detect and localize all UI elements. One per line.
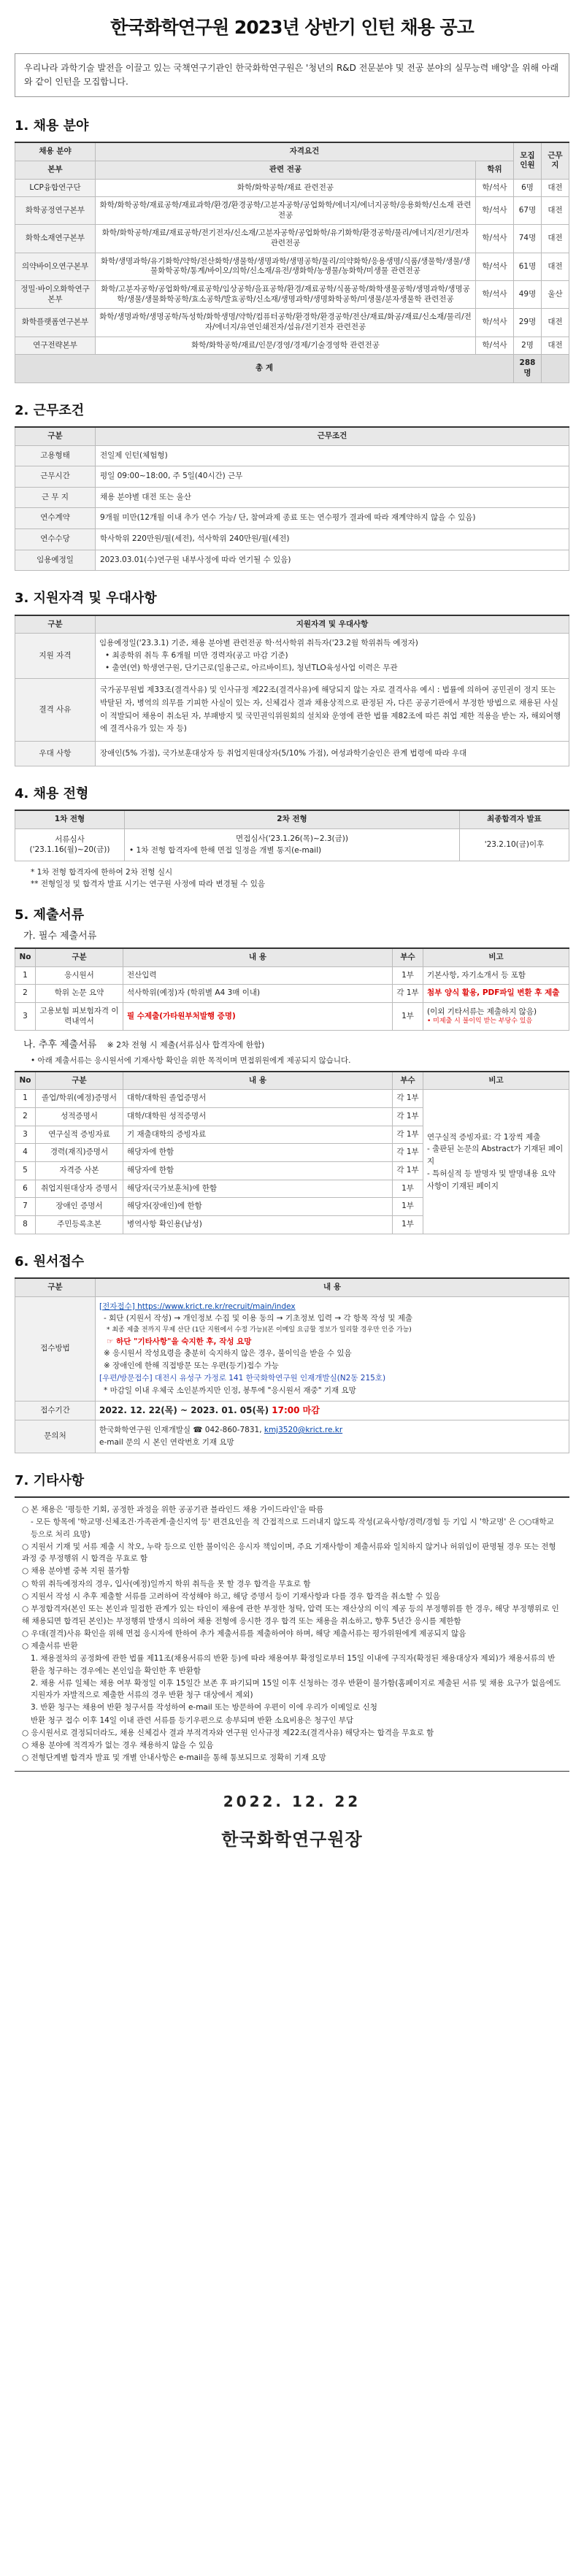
field-degree: 학/석사 (476, 225, 514, 253)
field-loc: 대전 (542, 179, 569, 197)
later-doc-v: 병역사항 확인용(남성) (123, 1215, 393, 1234)
apply-period-value (96, 1401, 569, 1420)
later-doc-k: 연구실적 증빙자료 (36, 1126, 123, 1144)
th-num: 모집인원 (514, 142, 542, 179)
a-row-3-note-main: (이외 기타서류는 제출하지 않음) (427, 1007, 537, 1016)
field-dept: 정밀·바이오화학연구본부 (15, 281, 96, 309)
field-num: 2명 (514, 337, 542, 355)
a-row-1-note: 기본사항, 자기소개서 등 포함 (423, 966, 569, 985)
condition-key: 임용예정일 (15, 550, 96, 571)
later-doc-k: 주민등록초본 (36, 1215, 123, 1234)
field-row (15, 179, 569, 197)
field-major: 화학/생명과학/생명공학/독성학/화학생명/약학/컴퓨터공학/환경학/환경공학/전산/재료/화공/재료/신소재/물리/전자/에너지/유연인쇄전자/섬유/전기전자 관련전공 (96, 309, 476, 337)
th-a-k: 구분 (36, 948, 123, 966)
later-doc-cnt: 1부 (393, 1180, 423, 1198)
th-stage-1: 1차 전형 (15, 810, 125, 828)
later-docs-table (15, 1071, 569, 1234)
sub-title-b-note: ※ 2차 전형 시 제출(서류심사 합격자에 한함) (107, 1040, 265, 1050)
section-title-4: 4. 채용 전형 (15, 785, 89, 801)
misc-item: ○ 학위 취득예정자의 경우, 입사(예정)일까지 학위 취득을 못 할 경우 합격을 무효로 함 (22, 1579, 311, 1588)
misc-box (15, 1496, 569, 1772)
condition-value: 9개월 미만(12개월 이내 추가 연수 가능/ 단, 참여과제 종료 또는 연수평가 결과에 따라 재계약하지 않을 수 있음) (96, 508, 569, 529)
later-doc-cnt: 각 1부 (393, 1108, 423, 1126)
field-major: 화학/화학공학/재료/재료공학/전기전자/신소재/고분자공학/공업화학/유기화학/환경공학/물리/에너지/전기/전자 관련전공 (96, 225, 476, 253)
field-row (15, 337, 569, 355)
later-doc-v: 해당자(장애인)에 한함 (123, 1198, 393, 1216)
misc-item: ○ 채용 분야에 적격자가 없는 경우 채용하지 않을 수 있음 (22, 1741, 214, 1750)
later-doc-no: 3 (15, 1126, 36, 1144)
apply-warning (99, 1336, 565, 1348)
qualification-table (15, 615, 569, 766)
field-degree: 학/석사 (476, 281, 514, 309)
misc-item: ○ 부정합격자(본인 또는 본인과 밀접한 관계가 있는 타인이 채용에 관한 부정한 청탁, 압력 또는 재산상의 이익 제공 등의 부정행위를 한 경우, 해당 부정행위로 인해 채용되면 합격된 본인)는 부정행위 발생시 의하여 채용 전형에 응시한 경우 합격 또는 채용을 취소하고, 향후 5년간 응시를 제한함 (22, 1604, 559, 1626)
contact-value (96, 1420, 569, 1453)
a-row-3-v: 필 수제출(가타원부처발행 증명) (123, 1003, 393, 1031)
field-loc: 대전 (542, 309, 569, 337)
misc-item: ○ 지원서 기재 및 서류 제출 시 착오, 누락 등으로 인한 불이익은 응시자 책임이며, 주요 기재사항이 제출서류와 일치하지 않거나 허위임이 판명될 경우 또는 전형과정 중 부정행위 시 합격을 무효로 함 (22, 1542, 556, 1564)
a-row-1-cnt: 1부 (393, 966, 423, 985)
later-doc-no: 6 (15, 1180, 36, 1198)
apply-period-key: 접수기간 (15, 1401, 96, 1420)
a-row-2-k: 학위 논문 요약 (36, 985, 123, 1003)
disq-value: 국가공무원법 제33조(결격사유) 및 인사규정 제22조(결격사유)에 해당되지 않는 자로 결격사유 예시 : 법률에 의하여 공민권이 정지 또는 박탈된 자, 병역의 의무를 기피한 사실이 있는 자, 신체검사 결과 채용상적으로 판정된 자, 다른 공공기관에서 부정한 방법으로 채용된 사실이 적발되어 채용이 취소된 자, 부패방지 및 국민권익위원회의 설치와 운영에 관한 법률 제82조에 따른 취업 제한 적용을 받는 자, 해외여행에 결격사유가 있는 자 등) (96, 678, 569, 741)
th-a-no: No (15, 948, 36, 966)
condition-row (15, 508, 569, 529)
apply-post-note: * 마감일 이내 우체국 소인분까지만 인정, 봉투에 "응시원서 재중" 기재 요망 (104, 1385, 356, 1395)
sub-title-b (23, 1039, 569, 1052)
th-req: 자격요건 (96, 142, 514, 161)
later-doc-cnt: 각 1부 (393, 1162, 423, 1180)
a-row-3-k: 고용보험 피보험자격 이력내역서 (36, 1003, 123, 1031)
later-doc-note: 연구실적 증빙자료: 각 1장씩 제출 - 출판된 논문의 Abstract가 기재된 페이지 - 특허실적 등 발명자 및 발명내용 요약 사항이 기재된 페이지 (423, 1090, 569, 1234)
condition-value: 채용 분야별 대전 또는 울산 (96, 487, 569, 508)
field-dept: LCP융합연구단 (15, 179, 96, 197)
apply-period-range: 2022. 12. 22(목) ~ 2023. 01. 05(목) (99, 1404, 272, 1415)
stage-2-line-2: • 1차 전형 합격자에 한해 면접 일정을 개별 통지(e-mail) (129, 846, 322, 856)
apply-url-link[interactable]: [전자접수] https://www.krict.re.kr/recruit/main/index (99, 1302, 296, 1311)
total-empty (542, 355, 569, 382)
field-degree: 학/석사 (476, 253, 514, 280)
apply-method-value (96, 1296, 569, 1401)
later-doc-cnt: 각 1부 (393, 1090, 423, 1108)
th-s2-v: 근무조건 (96, 427, 569, 445)
misc-item: ○ 전형단계별 합격자 발표 및 개별 안내사항은 e-mail을 통해 통보되므로 정확히 기재 요망 (22, 1753, 326, 1763)
field-major: 화학/화학공학/재료공학/재료과학/환경/환경공학/고분자공학/공업화학/에너지/에너지공학/응용화학/신소재 관련전공 (96, 197, 476, 225)
th-b-k: 구분 (36, 1072, 123, 1090)
org-name: 한국화학연구원장 (221, 1829, 363, 1850)
sub-title-a: 가. 필수 제출서류 (23, 931, 97, 942)
th-b-no: No (15, 1072, 36, 1090)
a-row-3-no: 3 (15, 1003, 36, 1031)
later-doc-no: 5 (15, 1162, 36, 1180)
misc-item: ○ 지원서 작성 시 추후 제출할 서류를 고려하여 작성해야 하고, 해당 증명서 등이 기재사항과 다를 경우 합격을 취소할 수 있음 (22, 1592, 440, 1602)
a-row-2-cnt: 각 1부 (393, 985, 423, 1003)
field-dept: 화학플랫폼연구본부 (15, 309, 96, 337)
condition-row (15, 550, 569, 571)
condition-row (15, 487, 569, 508)
section-title-3: 3. 지원자격 및 우대사항 (15, 591, 157, 607)
later-doc-k: 경력(재직)증명서 (36, 1144, 123, 1162)
th-s2-k: 구분 (15, 427, 96, 445)
contact-key: 문의처 (15, 1420, 96, 1453)
field-major: 화학/화학공학/재료/인문/경영/경제/기술경영학 관련전공 (96, 337, 476, 355)
misc-item: 1. 채용절차의 공정화에 관한 법률 제11조(채용서류의 반환 등)에 따라 채용여부 확정일로부터 15일 이내에 구직자(확정된 채용대상자 제외)가 채용서류의 반환을 청구하는 경우에는 본인임을 확인한 후 반환함 (31, 1654, 556, 1675)
misc-item: ○ 본 채용은 '평등한 기회, 공정한 과정을 위한 공공기관 블라인드 채용 가이드라인'을 따름 (22, 1505, 324, 1515)
apply-method-key: 접수방법 (15, 1296, 96, 1401)
apply-steps: - 회단 (지원서 작성) → 개인정보 수집 및 이용 동의 → 기초정보 입력 → 각 항목 작성 및 제출 (104, 1314, 413, 1323)
later-doc-v: 기 재출대학의 증빙자료 (123, 1126, 393, 1144)
field-num: 61명 (514, 253, 542, 280)
th-b-v: 내 용 (123, 1072, 393, 1090)
apply-steps-note: * 최종 제출 전까지 무제 산단 (1단 지원에서 수정 가능)(본 이메일 요금할 정보가 일리할 경우만 인증 가능) (107, 1326, 412, 1334)
a-row-2-note: 첨부 양식 활용, PDF파일 변환 후 제출 (423, 985, 569, 1003)
pref-key: 우대 사항 (15, 742, 96, 766)
recruit-field-table (15, 142, 569, 382)
misc-item: 2. 채용 서류 일체는 채용 여부 확정일 이후 15일간 보존 후 파기되며 15일 이후 신청하는 경우 반환이 불가함(홈페이지로 제출된 서류 및 채용 요구가 없음에도 지원자가 자발적으로 제출한 서류의 경우 반환 청구 대상에서 제외) (31, 1678, 561, 1700)
field-degree: 학/석사 (476, 197, 514, 225)
th-area: 채용 분야 (15, 142, 96, 161)
selection-notes (31, 867, 569, 891)
condition-row (15, 445, 569, 466)
misc-item: 반환 청구 접수 이후 14일 이내 관련 서류를 등기우편으로 송부되며 반환 소요비용은 청구인 부담 (31, 1715, 354, 1725)
later-doc-no: 2 (15, 1108, 36, 1126)
contact-phone: 한국화학연구원 인재개발실 ☎ 042-860-7831, (99, 1426, 264, 1435)
final-value: '23.2.10(금)이후 (460, 829, 569, 861)
condition-key: 연수수당 (15, 529, 96, 550)
th-a-v: 내 용 (123, 948, 393, 966)
field-loc: 대전 (542, 337, 569, 355)
field-dept: 화학공정연구본부 (15, 197, 96, 225)
later-doc-v: 해당자에 한함 (123, 1144, 393, 1162)
apply-post: [우편/방문접수] 대전시 유성구 가정로 141 한국화학연구원 인재개발실(N2동 215호) (99, 1373, 386, 1383)
qual-key: 지원 자격 (15, 634, 96, 678)
total-label: 총 계 (15, 355, 514, 382)
field-degree: 학/석사 (476, 337, 514, 355)
a-row-1-k: 응시원서 (36, 966, 123, 985)
field-num: 74명 (514, 225, 542, 253)
later-doc-k: 성적증명서 (36, 1108, 123, 1126)
later-doc-cnt: 각 1부 (393, 1144, 423, 1162)
contact-line-2: e-mail 문의 시 본인 연락번호 기재 요망 (99, 1437, 234, 1447)
a-row-3-note-sub: • 미제출 시 불이익 받는 부당수 있음 (427, 1017, 533, 1025)
a-row-2-no: 2 (15, 985, 36, 1003)
field-degree: 학/석사 (476, 309, 514, 337)
stage-1-value: 서류심사 ('23.1.16(월)~20(금)) (15, 829, 125, 861)
field-loc: 대전 (542, 197, 569, 225)
field-loc: 대전 (542, 253, 569, 280)
field-loc: 울산 (542, 281, 569, 309)
field-degree: 학/석사 (476, 179, 514, 197)
later-doc-k: 자격증 사본 (36, 1162, 123, 1180)
misc-item: ○ 채용 분야별 중복 지원 불가함 (22, 1566, 130, 1576)
th-b-cnt: 부수 (393, 1072, 423, 1090)
disq-key: 결격 사유 (15, 678, 96, 741)
field-row (15, 197, 569, 225)
intro-box: 우리나라 과학기술 발전을 이끌고 있는 국책연구기관인 한국화학연구원은 '청년의 R&D 전문분야 및 전공 분야의 실무능력 배양'을 위해 아래와 같이 인턴을 모집합니다. (15, 53, 569, 97)
apply-url[interactable] (99, 1301, 565, 1313)
misc-list (22, 1504, 562, 1764)
condition-row (15, 466, 569, 488)
th-s3-v: 지원자격 및 우대사항 (96, 615, 569, 634)
section-title-2: 2. 근무조건 (15, 402, 85, 418)
application-table (15, 1277, 569, 1453)
qual-line-1: 임용예정일('23.3.1) 기준, 채용 분야별 관련전공 학·석사학위 취득자('23.2월 학위취득 예정자) (99, 639, 418, 648)
th-major: 관련 전공 (96, 161, 476, 179)
a-row-1-v: 전산입력 (123, 966, 393, 985)
section-title-6: 6. 원서접수 (15, 1253, 85, 1269)
later-doc-no: 7 (15, 1198, 36, 1216)
th-a-cnt: 부수 (393, 948, 423, 966)
th-b-note: 비고 (423, 1072, 569, 1090)
condition-key: 근 무 지 (15, 487, 96, 508)
th-s6-v: 내 용 (96, 1278, 569, 1296)
th-stage-2: 2차 전형 (125, 810, 460, 828)
th-s3-k: 구분 (15, 615, 96, 634)
a-row-2-v: 석사학위(예정)자 (학위별 A4 3매 이내) (123, 985, 393, 1003)
field-loc: 대전 (542, 225, 569, 253)
condition-key: 근무시간 (15, 466, 96, 488)
later-doc-k: 취업지원대상자 증명서 (36, 1180, 123, 1198)
later-doc-k: 졸업/학위(예정)증명서 (36, 1090, 123, 1108)
misc-item: 3. 반환 청구는 채용여 반환 청구서를 작성하여 e-mail 또는 방문하여 우편이 이에 우리가 이메일로 신청 (31, 1703, 377, 1712)
field-row (15, 281, 569, 309)
contact-line-1 (99, 1424, 565, 1437)
condition-value: 전일제 인턴(체험형) (96, 445, 569, 466)
condition-value: 평일 09:00~18:00, 주 5일(40시간) 근무 (96, 466, 569, 488)
qual-line-2: • 최종학위 취득 후 6개월 미만 경력자(공고 마감 기준) (105, 651, 288, 661)
later-doc-v: 해당자(국가보훈처)에 한함 (123, 1180, 393, 1198)
page-title: 한국화학연구원 2023년 상반기 인턴 채용 공고 (110, 17, 474, 38)
required-docs-table (15, 947, 569, 1031)
selection-note-2: ** 전형일정 및 합격자 발표 시기는 연구원 사정에 따라 변경될 수 있음 (31, 880, 266, 889)
total-value: 288명 (514, 355, 542, 382)
field-num: 29명 (514, 309, 542, 337)
th-final: 최종합격자 발표 (460, 810, 569, 828)
notice-date: 2022. 12. 22 (223, 1792, 361, 1810)
th-a-note: 비고 (423, 948, 569, 966)
sub-title-b-label: 나. 추후 제출서류 (23, 1039, 97, 1051)
field-major: 화학/고분자공학/공업화학/재료공학/임상공학/을표공학/환경/재료공학/식품공학/화학생물공학/생명과학/생명공학/생물/생물화학공학/효소공학/발효공학/신소재/생명과학/생명화학공학/미생물/분자생물학 관련전공 (96, 281, 476, 309)
apply-note-1: ※ 응시원서 작성요령을 충분히 숙지하지 않은 경우, 불이익을 받을 수 있음 (104, 1349, 352, 1358)
field-major: 화학/생명과학/유기화학/약학/전산화학/생물학/생명과학/생명공학/물리/의약화학/응용생명/식품/생물학/생물/생물화학공학/통계/바이오/의학/신소재/유전/생화학/농생물/농화학/미생물 관련전공 (96, 253, 476, 280)
pref-value: 장애인(5% 가점), 국가보훈대상자 등 취업지원대상자(5/10% 가점), 여성과학기술인은 관계 법령에 따라 우대 (96, 742, 569, 766)
stage-2-value (125, 829, 460, 861)
section-title-5: 5. 제출서류 (15, 907, 85, 923)
apply-note-2: ※ 장애인에 한해 직접방문 또는 우편(등기)접수 가능 (104, 1361, 279, 1371)
misc-item: ○ 우대(결격)사유 확인을 위해 면접 응시자에 한하여 추가 제출서류를 제출하여야 하며, 해당 제출서류는 평가위원에게 제공되지 않음 (22, 1629, 466, 1638)
a-row-1-no: 1 (15, 966, 36, 985)
contact-email[interactable]: kmj3520@krict.re.kr (264, 1426, 343, 1435)
later-doc-cnt: 1부 (393, 1215, 423, 1234)
sub-b-note2: • 아래 제출서류는 응시원서에 기재사항 확인을 위한 목적이며 면접위원에게 제공되지 않습니다. (31, 1056, 351, 1066)
field-row (15, 309, 569, 337)
field-num: 67명 (514, 197, 542, 225)
th-dept: 본부 (15, 161, 96, 179)
later-doc-no: 1 (15, 1090, 36, 1108)
selection-table (15, 810, 569, 861)
field-row (15, 253, 569, 280)
th-s6-k: 구분 (15, 1278, 96, 1296)
later-doc-v: 대학/대학원 성적증명서 (123, 1108, 393, 1126)
later-doc-row (15, 1090, 569, 1108)
field-dept: 의약바이오연구본부 (15, 253, 96, 280)
field-row (15, 225, 569, 253)
stage-2-line-1: 면접심사('23.1.26(목)~2.3(금)) (236, 834, 348, 843)
field-dept: 연구전략본부 (15, 337, 96, 355)
work-condition-table (15, 426, 569, 571)
field-num: 6명 (514, 179, 542, 197)
condition-value: 2023.03.01(수)연구원 내부사정에 따라 연기될 수 있음) (96, 550, 569, 571)
field-major: 화학/화학공학/재료 관련전공 (96, 179, 476, 197)
later-doc-v: 해당자에 한함 (123, 1162, 393, 1180)
section-title-1: 1. 채용 분야 (15, 118, 89, 134)
qual-line-3: • 출연(연) 학생연구원, 단기근로(일용근로, 아르바이트), 청년TLO육성사업 이력은 무관 (105, 664, 398, 673)
later-doc-v: 대학/대학원 졸업증명서 (123, 1090, 393, 1108)
a-row-3-cnt: 1부 (393, 1003, 423, 1031)
misc-item: - 모든 항목에 '학교명·신체조건·가족관계·출신지역 등' 편견요인을 적 간접적으로 드러내지 않도록 작성(교육사항/경력/경험 등 기입 시 '학교명' 은 ○○대학교 등으로 처리 요망) (31, 1518, 554, 1539)
later-doc-no: 8 (15, 1215, 36, 1234)
condition-key: 연수계약 (15, 508, 96, 529)
later-doc-cnt: 각 1부 (393, 1126, 423, 1144)
field-dept: 화학소재연구본부 (15, 225, 96, 253)
condition-key: 고용형태 (15, 445, 96, 466)
misc-item: ○ 응시원서로 결정되더라도, 채용 신체검사 결과 부적격자와 연구원 인사규정 제22조(결격사유) 해당자는 합격을 무효로 함 (22, 1728, 434, 1737)
section-title-7: 7. 기타사항 (15, 1472, 85, 1488)
later-doc-k: 장애인 증명서 (36, 1198, 123, 1216)
apply-period-deadline: 17:00 마감 (272, 1404, 320, 1415)
qual-value (96, 634, 569, 678)
apply-warning-text: ☞ 하단 "기타사항"을 숙지한 후, 작성 요망 (107, 1337, 252, 1346)
condition-value: 학사학위 220만원/월(세전), 석사학위 240만원/월(세전) (96, 529, 569, 550)
th-degree: 학위 (476, 161, 514, 179)
a-row-3-note (423, 1003, 569, 1031)
th-loc: 근무지 (542, 142, 569, 179)
later-doc-cnt: 1부 (393, 1198, 423, 1216)
later-doc-no: 4 (15, 1144, 36, 1162)
field-num: 49명 (514, 281, 542, 309)
misc-item: ○ 제출서류 반환 (22, 1642, 78, 1651)
condition-row (15, 529, 569, 550)
selection-note-1: * 1차 전형 합격자에 한하여 2차 전형 실시 (31, 868, 173, 877)
